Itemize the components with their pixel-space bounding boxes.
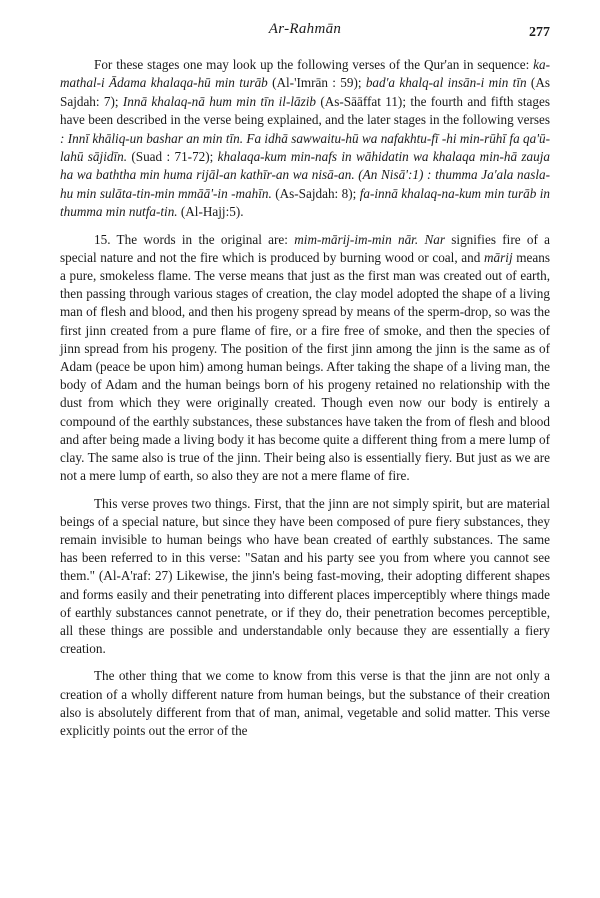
paragraph-note-15: [60, 231, 550, 486]
body-text: 15. The words in the original are:: [94, 231, 295, 247]
transliteration-text: ka-mathal-i Ādama khalaqa-hū min turāb: [60, 57, 550, 91]
paragraph-other-thing: [60, 667, 550, 740]
page-number: 277: [529, 25, 550, 40]
transliteration-text: bad'a khalq-al insān-i min tīn: [365, 75, 527, 91]
chapter-title: Ar-Rahmān: [268, 21, 342, 37]
body-text: For these stages one may look up the following verses of the Qur'an in sequence:: [94, 57, 534, 72]
transliteration-text: : Innī khāliq-un bashar an min tīn. Fa idhā sawwaitu-hū wa nafakhtu-fī -hi min-rūhī fa qa'ū-lahū sājidīn.: [60, 130, 550, 165]
paragraph-verse-references: [60, 56, 550, 222]
transliteration-text: mim-mārij-im-min nār. Nar: [294, 231, 445, 247]
paragraph-two-things: [60, 495, 550, 659]
body-text: (As-Sāāffat 11); the fourth and fifth stages have been described in the verse being explained, and the later stages in the following verses: [60, 93, 550, 128]
body-text: (As-Sajdah: 8);: [271, 185, 360, 201]
page-body: [60, 56, 550, 740]
transliteration-text: fa-innā khalaq-na-kum min turāb in thumma min nutfa-tin.: [60, 185, 550, 220]
body-text: (Al-Hajj:5).: [177, 204, 244, 220]
running-header: [60, 20, 550, 44]
body-text: (As Sajdah: 7);: [60, 75, 550, 109]
body-text: signifies fire of a special nature and not the fire which is produced by burning wood or coal, and: [60, 231, 551, 265]
body-text: The other thing that we come to know from this verse is that the jinn are not only a creation of a wholly different nature from human beings, but the substance of their creation also is absolutely different from that of man, animal, vegetable and solid matter. This verse explicitly points out the error of the: [60, 668, 550, 738]
transliteration-text: khalaqa-kum min-nafs in wāhidatin wa khalaqa min-hā zauja ha wa baththa min huma rijāl-an kathīr-an wa nisā-an. (An Nisā':1) : thumma Ja'ala nasla-hu min sulāta-tin-min mmāā'-in -mahīn.: [60, 149, 550, 201]
body-text: (Suad : 71-72);: [127, 149, 218, 165]
transliteration-text: mārij: [484, 249, 513, 265]
transliteration-text: Innā khalaq-nā hum min tīn il-lāzib: [122, 93, 317, 109]
body-text: means a pure, smokeless flame. The verse means that just as the first man was created out of earth, then passing through various stages of creation, the clay model adopted the shape of a living man of flesh and blood, and then his progeny spread by means of the sperm-drop, so was the first jinn created from a pure flame of fire, or a fire free of smoke, and then the species of jinn spread from his progeny. The position of the first jinn among the jinn is the same as of Adam (peace be upon him) among human beings. After taking the shape of a living man, the body of Adam and the human beings born of his progeny retained no relationship with the dust from which they were originally created. Though even now our body is entirely a compound of the earthly substances, these substances have taken the from of flesh and blood and after being made a living body it has become quite a different thing from a mere lump of clay. The same also is true of the jinn. Their being also is essentially fiery. But just as we are not a mere lump of earth, so also they are not a mere flame of fire.: [60, 249, 550, 484]
body-text: (Al-'Imrān : 59);: [267, 75, 366, 91]
body-text: This verse proves two things. First, that the jinn are not simply spirit, but are material beings of a special nature, but since they have been composed of pure fiery substances, they remain invisible to human beings who have bean created of earthly substances. The same has been referred to in this verse: "Satan and his party see you from where you cannot see them." (Al-A'raf: 27) Likewise, the jinn's being fast-moving, their adopting different shapes and forms easily and their penetrating into different places imperceptibly where things made of earthly substances cannot penetrate, or if they do, their penetration becomes perceptible, all these things are possible and understandable only because they are essentially a fiery creation.: [60, 495, 550, 657]
